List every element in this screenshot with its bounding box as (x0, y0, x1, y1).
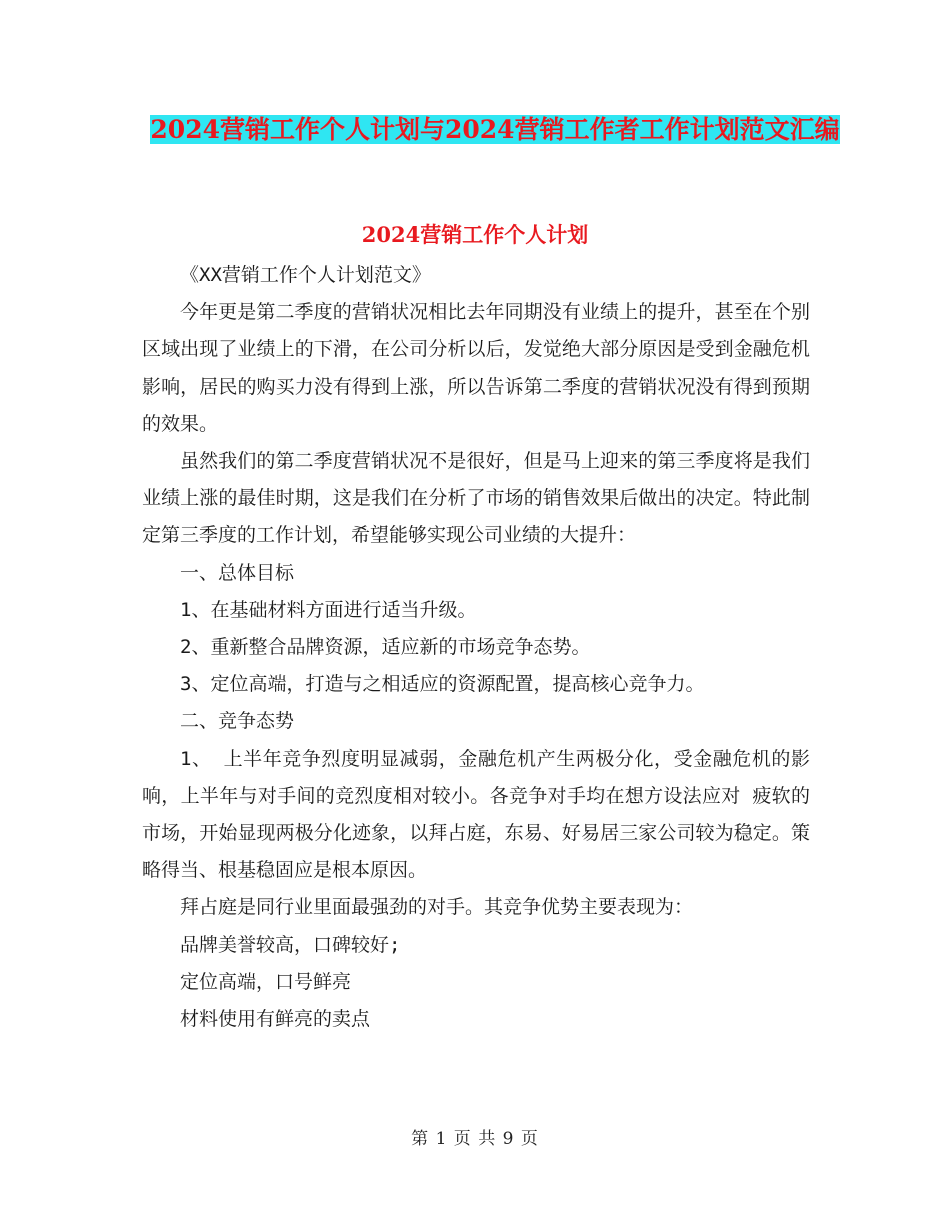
document-body (142, 257, 810, 1038)
list-item: 定位高端，口号鲜亮 (180, 970, 352, 993)
document-title (150, 106, 840, 154)
heading-competition: 二、竞争态势 (180, 710, 295, 733)
heading-overall-goals: 一、总体目标 (180, 561, 295, 584)
paragraph: 今年更是第二季度的营销状况相比去年同期没有业绩上的提升，甚至在个别区域出现了业绩上的下滑，在公司分析以后，发觉绝大部分原因是受到金融危机影响，居民的购买力没有得到上涨，所以告诉第二季度的营销状况没有得到预期的效果。 (142, 301, 810, 435)
paragraph: 拜占庭是同行业里面最强劲的对手。其竞争优势主要表现为： (180, 896, 694, 919)
page-number-footer: 第 1 页 共 9 页 (411, 1129, 539, 1149)
list-item: 1、在基础材料方面进行适当升级。 (180, 598, 477, 621)
paragraph: 虽然我们的第二季度营销状况不是很好，但是马上迎来的第三季度将是我们业绩上涨的最佳时期，这是我们在分析了市场的销售效果后做出的决定。特此制定第三季度的工作计划，希望能够实现公司业绩的大提升： (142, 450, 810, 547)
section-title: 2024营销工作个人计划 (361, 222, 589, 247)
document-title-text: 2024营销工作个人计划与2024营销工作者工作计划范文汇编 (150, 115, 840, 144)
list-item: 2、重新整合品牌资源，适应新的市场竞争态势。 (180, 636, 591, 659)
list-item: 品牌美誉较高，口碑较好; (180, 933, 401, 956)
list-item: 材料使用有鲜亮的卖点 (180, 1008, 371, 1031)
paragraph: 1、 上半年竞争烈度明显减弱，金融危机产生两极分化，受金融危机的影响，上半年与对手间的竞烈度相对较小。各竞争对手均在想方设法应对 疲软的市场，开始显现两极分化迹象，以拜占庭，东易、好易居三家公司较为稳定。策略得当、根基稳固应是根本原因。 (142, 747, 810, 882)
list-item: 3、定位高端，打造与之相适应的资源配置，提高核心竞争力。 (180, 673, 705, 696)
paragraph: 《XX营销工作个人计划范文》 (180, 264, 431, 286)
